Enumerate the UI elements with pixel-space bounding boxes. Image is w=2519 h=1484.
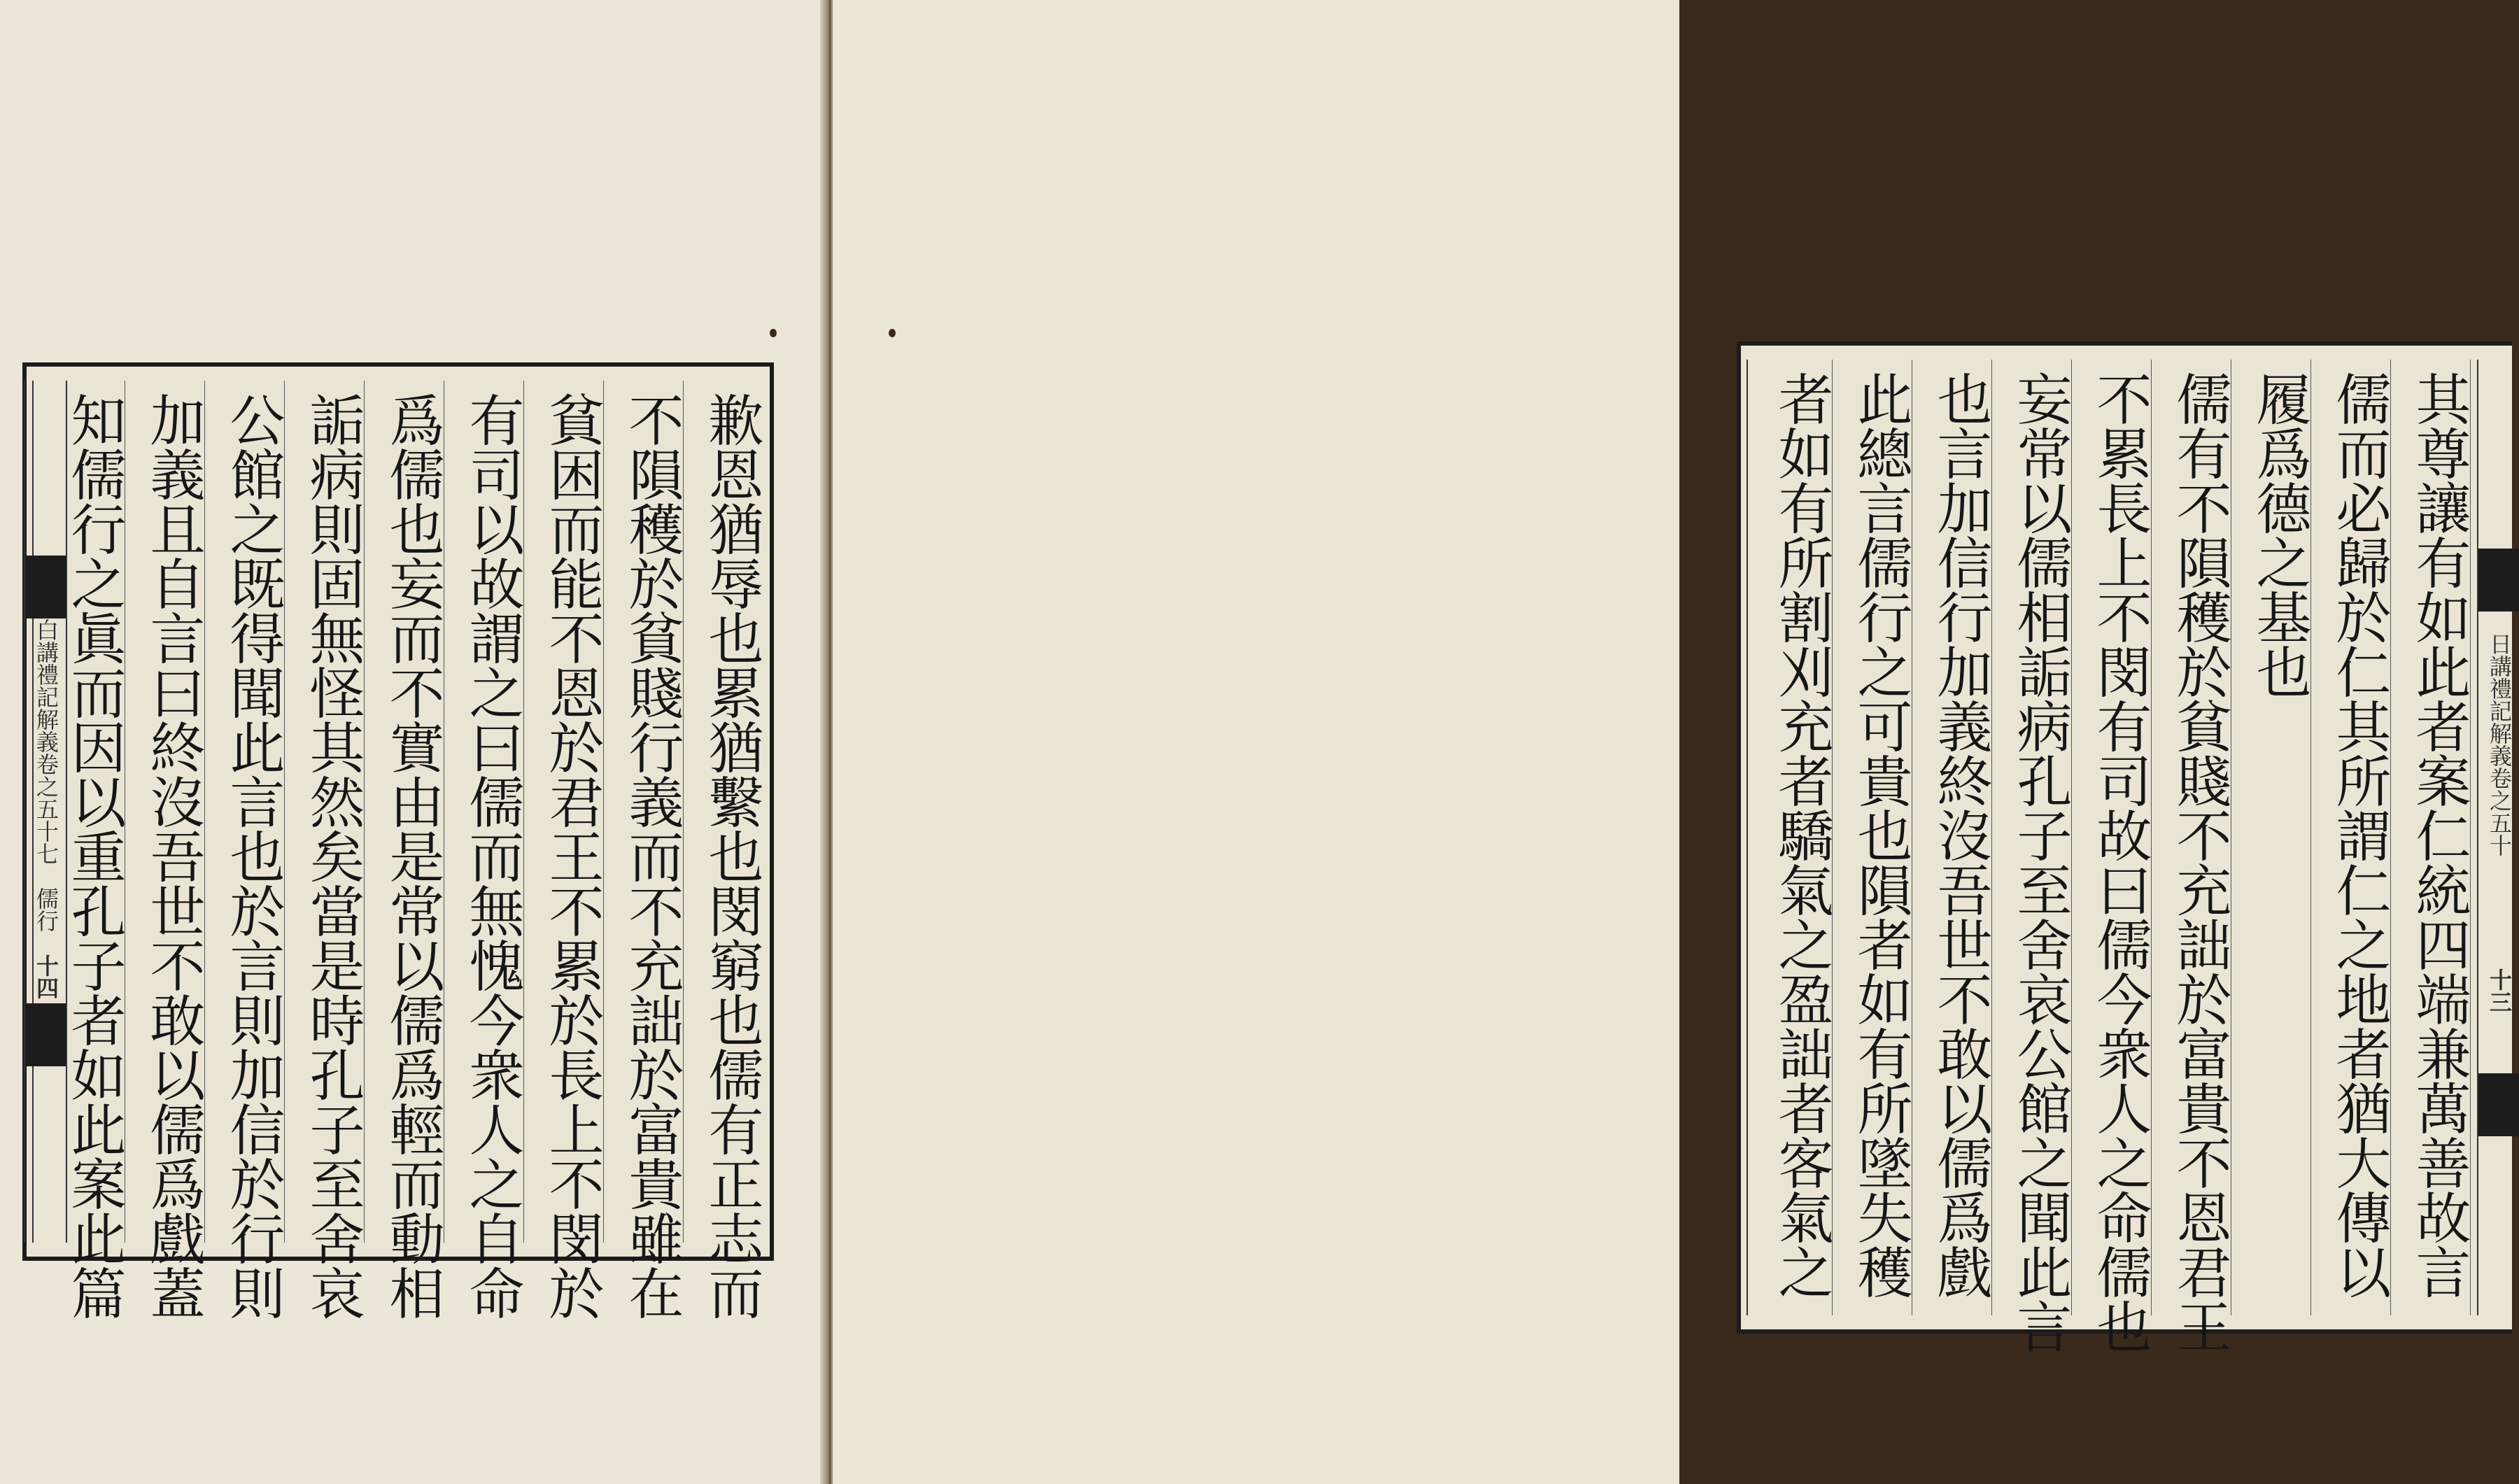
left-page	[0, 0, 830, 1484]
text-column: 知儒行之眞而因以重孔子者如此案此篇	[62, 392, 126, 1320]
text-column: 有司以故謂之曰儒而無愧今衆人之自命	[460, 392, 524, 1320]
text-column: 此總言儒行之可貴也隕者如有所墜失穫	[1848, 371, 1912, 1299]
right-margin-title: 日講禮記解義卷之五十	[2486, 633, 2513, 856]
text-column: 公館之既得聞此言也於言則加信於行則	[220, 392, 285, 1320]
text-column: 儒而必歸於仁其所謂仁之地者猶大傳以	[2327, 371, 2391, 1299]
text-column: 爲儒也妄而不實由是常以儒爲輕而動相	[380, 392, 444, 1320]
text-column: 者如有所割刈充者驕氣之盈詘者客氣之	[1769, 371, 1833, 1299]
text-column: 儒有不隕穫於貧賤不充詘於富貴不恩君王	[2167, 371, 2231, 1353]
left-margin-title: 白講禮記解義卷之五十七 儒行	[33, 619, 59, 932]
frame-inner-rule	[1747, 360, 1748, 1315]
text-column: 不隕穫於貧賤行義而不充詘於富貴雖在	[619, 392, 684, 1320]
fish-tail-mark	[2478, 1073, 2519, 1136]
text-column: 妄常以儒相詬病孔子至舍哀公館之聞此言	[2008, 371, 2072, 1353]
text-column: 加義且自言曰終沒吾世不敢以儒爲戲蓋	[141, 392, 205, 1320]
text-column: 其尊讓有如此者案仁統四端兼萬善故言	[2406, 371, 2471, 1299]
right-page-number: 十三	[2486, 968, 2513, 1013]
text-column: 不累長上不閔有司故曰儒今衆人之命儒也	[2087, 371, 2152, 1353]
ink-speck	[889, 329, 896, 337]
text-column: 詬病則固無怪其然矣當是時孔子至舍哀	[300, 392, 365, 1320]
left-text-frame	[22, 362, 774, 1320]
left-page-number: 十四	[33, 954, 59, 999]
text-column: 歉恩猶辱也累猶繫也閔窮也儒有正志而	[699, 392, 763, 1320]
text-column: 履爲德之基也	[2247, 371, 2311, 698]
right-text-frame	[1737, 341, 2513, 1353]
text-column: 貧困而能不恩於君王不累於長上不閔於	[539, 392, 604, 1320]
right-page	[833, 0, 2513, 1484]
text-column: 也言加信行加義終沒吾世不敢以儒爲戲	[1928, 371, 1992, 1299]
right-fold-margin	[2477, 360, 2519, 1315]
ink-speck	[770, 329, 777, 337]
fish-tail-mark	[2478, 549, 2519, 612]
